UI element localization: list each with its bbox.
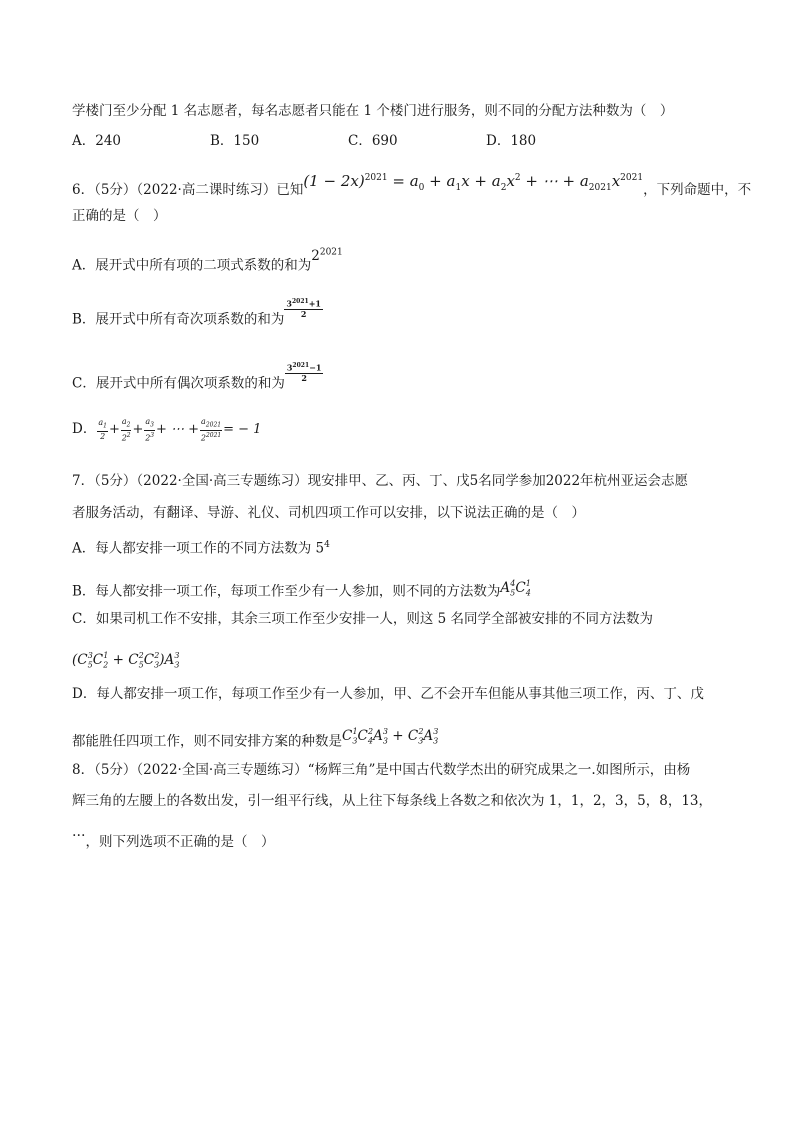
q7-option-a-exponent: 4 (324, 540, 330, 550)
q6-option-d-label: D． (72, 421, 97, 438)
q7-option-a-text: A．每人都安排一项工作的不同方法数为 5 (72, 540, 325, 557)
q7-option-b-math: $A_5^4C_4^1$ (500, 579, 531, 598)
q7-option-c[interactable]: C．如果司机工作不安排，其余三项工作至少安排一人，则这 5 名同学全部被安排的不同方法数为 (72, 611, 653, 627)
q6-stem (72, 172, 752, 206)
q7-option-d-text: 都能胜任四项工作，则不同安排方案的种数是 (72, 733, 342, 750)
q6-continuation: 正确的是（ ） (72, 208, 167, 224)
q6-option-b-fraction: $\frac{3^{2021}+1}{2}$ (286, 298, 321, 319)
q6-suffix: ，下列命题中，不 (643, 182, 752, 198)
q6-option-a-math: $2^{2021}$ (311, 247, 343, 264)
q5-option-c[interactable]: C．690 (348, 133, 398, 149)
q7-option-d-line1[interactable]: D．每人都安排一项工作，每项工作至少有一人参加，甲、乙不会开车但能从事其他三项工作，丙、丁、戊 (72, 686, 704, 702)
q5-continuation: 学楼门至少分配 1 名志愿者，每名志愿者只能在 1 个楼门进行服务，则不同的分配方法种数为（ ） (72, 103, 674, 119)
q5-option-a[interactable]: A．240 (72, 133, 122, 149)
q6-option-b[interactable] (72, 298, 323, 331)
q7-stem-line2: 者服务活动，有翻译、导游、礼仪、司机四项工作可以安排，以下说法正确的是（ ） (72, 505, 585, 521)
q6-option-b-text: B．展开式中所有奇次项系数的和为 (72, 311, 285, 328)
q5-option-d[interactable]: D．180 (486, 133, 537, 149)
q6-option-c-text: C．展开式中所有偶次项系数的和为 (72, 375, 285, 392)
q6-option-a[interactable] (72, 247, 343, 276)
q6-option-c[interactable] (72, 362, 323, 395)
q7-option-c-formula: $(C_5^3C_2^1 + C_5^2C_3^2)A_3^3$ (72, 651, 180, 670)
q6-option-a-text: A．展开式中所有项的二项式系数的和为 (72, 257, 312, 274)
q7-option-d-line2[interactable] (72, 728, 438, 757)
q7-option-b[interactable] (72, 578, 531, 607)
q6-option-d-math: $\frac{a_1}{2}$ + $\frac{a_2}{2^2}$ + $\frac{a_3}{2^3}$ + ⋯ + $\frac{a_{2021}}{2^{2021}}$ = − 1 (98, 417, 262, 443)
q6-option-c-fraction: $\frac{3^{2021}-1}{2}$ (286, 362, 322, 383)
q5-option-b[interactable]: B．150 (210, 133, 260, 149)
q7-stem-line1: 7．（5分）（2022·全国·高三专题练习）现安排甲、乙、丙、丁、戊5名同学参加2022年杭州亚运会志愿 (72, 473, 689, 489)
q5-options (72, 131, 536, 151)
q6-expansion-formula: $(1 - 2x)^{2021} = a_0 + a_1x + a_2x^2$ + ⋯ + $a_{2021}x^{2021}$ (303, 172, 644, 193)
q7-option-d-math: $C_3^1C_4^2A_3^3 + C_3^2A_3^3$ (342, 727, 439, 746)
q8-stem-line2: 辉三角的左腰上的各数出发，引一组平行线，从上往下每条线上各数之和依次为 1，1，2，3，5，8，13， (72, 793, 713, 809)
q8-stem-line3 (72, 824, 275, 852)
q8-stem-line1: 8．（5分）（2022·全国·高三专题练习）“杨辉三角”是中国古代数学杰出的研究成果之一.如图所示，由杨 (72, 762, 691, 778)
q7-option-a[interactable] (72, 535, 330, 559)
q6-prefix: 6．（5分）（2022·高二课时练习）已知 (72, 182, 304, 198)
q7-option-b-text: B．每人都安排一项工作，每项工作至少有一人参加，则不同的方法数为 (72, 583, 501, 600)
q6-option-d[interactable] (72, 417, 261, 442)
q8-ellipsis: … (72, 824, 86, 840)
q8-stem-end: ，则下列选项不正确的是（ ） (85, 834, 275, 850)
